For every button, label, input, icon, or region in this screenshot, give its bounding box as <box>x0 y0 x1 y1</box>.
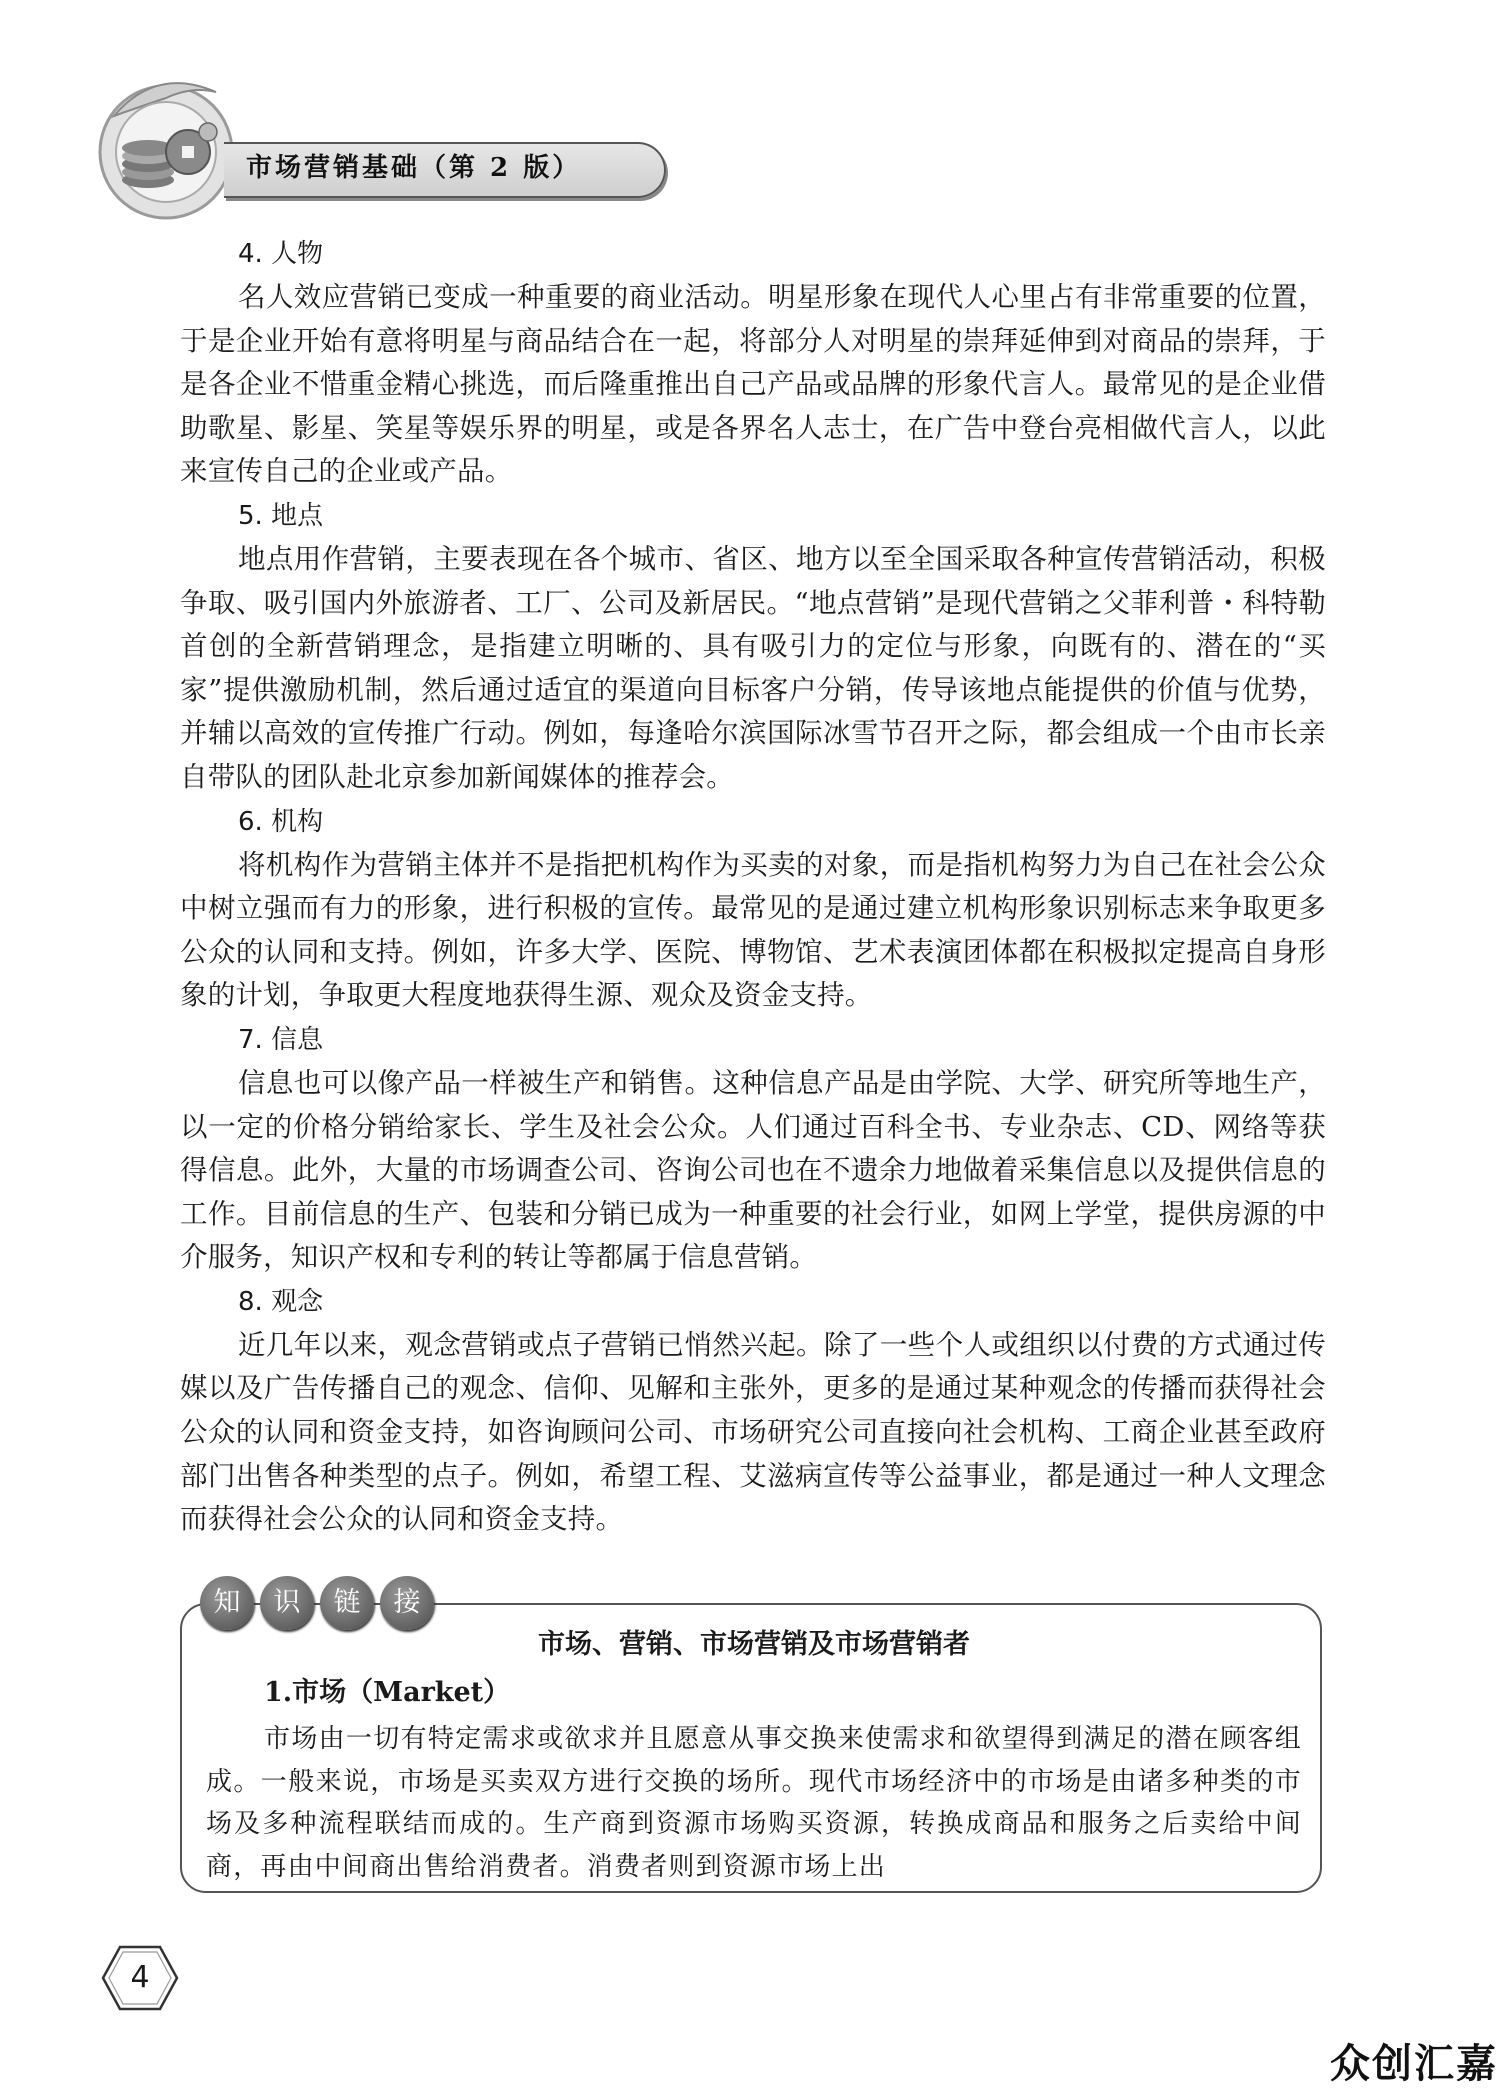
badge-shi: 识 <box>260 1576 314 1630</box>
book-title: 市场营销基础（第 2 版） <box>246 153 582 183</box>
page-number: 4 <box>130 1960 150 1995</box>
section-paragraph-idea: 近几年以来，观念营销或点子营销已悄然兴起。除了一些个人或组织以付费的方式通过传媒以及广告传播自己的观念、信仰、见解和主张外，更多的是通过某种观念的传播而获得社会公众的认同和资金支持，如咨询顾问公司、市场研究公司直接向社会机构、工商企业甚至政府部门出售各种类型的点子。例如，希望工程、艾滋病宣传等公益事业，都是通过一种人文理念而获得社会公众的认同和资金支持。 <box>180 1328 1326 1536</box>
main-content <box>180 232 1326 1542</box>
badge-jie: 接 <box>380 1576 434 1630</box>
section-paragraph-place: 地点用作营销，主要表现在各个城市、省区、地方以至全国采取各种宣传营销活动，积极争取、吸引国内外旅游者、工厂、公司及新居民。“地点营销”是现代营销之父菲利普・科特勒首创的全新营销理念，是指建立明晰的、具有吸引力的定位与形象，向既有的、潜在的“买家”提供激励机制，然后通过适宜的渠道向目标客户分销，传导该地点能提供的价值与优势，并辅以高效的宣传推广行动。例如，每逢哈尔滨国际冰雪节召开之际，都会组成一个由市长亲自带队的团队赴北京参加新闻媒体的推荐会。 <box>180 542 1326 793</box>
section-paragraph-information: 信息也可以像产品一样被生产和销售。这种信息产品是由学院、大学、研究所等地生产，以一定的价格分销给家长、学生及社会公众。人们通过百科全书、专业杂志、CD、网络等获得信息。此外，大量的市场调查公司、咨询公司也在不遗余力地做着采集信息以及提供信息的工作。目前信息的生产、包装和分销已成为一种重要的社会行业，如网上学堂，提供房源的中介服务，知识产权和专利的转让等都属于信息营销。 <box>180 1066 1326 1274</box>
section-title-idea: 8. 观念 <box>238 1286 324 1317</box>
knowledge-box-title: 市场、营销、市场营销及市场营销者 <box>538 1629 970 1660</box>
section-paragraph-organization: 将机构作为营销主体并不是指把机构作为买卖的对象，而是指机构努力为自己在社会公众中树立强而有力的形象，进行积极的宣传。最常见的是通过建立机构形象识别标志来争取更多公众的认同和支持。例如，许多大学、医院、博物馆、艺术表演团体都在积极拟定提高自身形象的计划，争取更大程度地获得生源、观众及资金支持。 <box>180 848 1326 1012</box>
page-header <box>96 72 596 222</box>
knowledge-box-subtitle: 1.市场（Market） <box>264 1677 511 1708</box>
badge-zhi: 知 <box>200 1576 254 1630</box>
knowledge-box-paragraph: 市场由一切有特定需求或欲求并且愿意从事交换来使需求和欲望得到满足的潜在顾客组成。一般来说，市场是买卖双方进行交换的场所。现代市场经济中的市场是由诸多种类的市场及多种流程联结而成的。生产商到资源市场购买资源，转换成商品和服务之后卖给中间商，再由中间商出售给消费者。消费者则到资源市场上出 <box>206 1724 1302 1882</box>
section-title-people: 4. 人物 <box>238 239 324 269</box>
section-title-organization: 6. 机构 <box>238 806 324 837</box>
section-title-place: 5. 地点 <box>238 500 324 531</box>
knowledge-link-content <box>206 1622 1302 1888</box>
watermark-logo: 众创汇嘉 <box>1330 2041 1498 2087</box>
badge-lian: 链 <box>320 1576 374 1630</box>
section-title-information: 7. 信息 <box>238 1024 324 1055</box>
section-paragraph-people: 名人效应营销已变成一种重要的商业活动。明星形象在现代人心里占有非常重要的位置，于是企业开始有意将明星与商品结合在一起，将部分人对明星的崇拜延伸到对商品的崇拜，于是各企业不惜重金精心挑选，而后隆重推出自己产品或品牌的形象代言人。最常见的是企业借助歌星、影星、笑星等娱乐界的明星，或是各界名人志士，在广告中登台亮相做代言人，以此来宣传自己的企业或产品。 <box>180 281 1326 488</box>
